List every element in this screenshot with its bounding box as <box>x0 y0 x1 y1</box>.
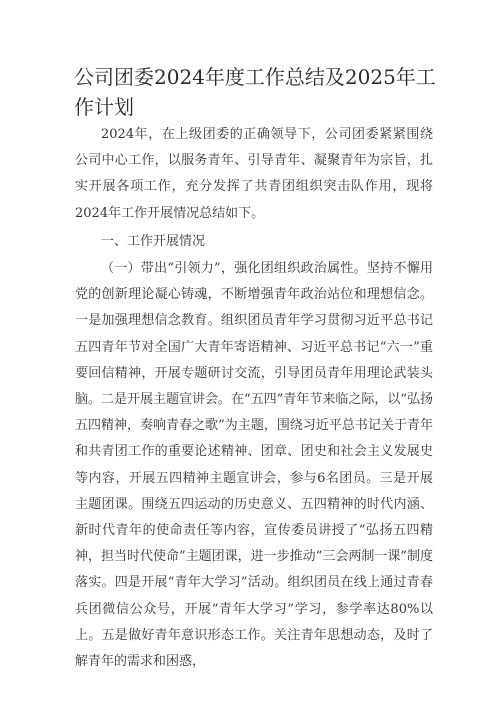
section-heading: 一、工作开展情况 <box>101 234 206 249</box>
section-paragraph: （一）带出“引领力”，强化团组织政治属性。坚持不懈用党的创新理论凝心铸魂，不断增强青年政治站位和理想信念。一是加强理想信念教育。组织团员青年学习贯彻习近平总书记五四青年节对全国广大青年寄语精神、习近平总书记“六一”重要回信精神，开展专题研讨交流，引导团员青年用理论武装头脑。二是开展主题宣讲会。在“五四”青年节来临之际，以“弘扬五四精神，奏响青春之歌”为主题，围绕习近平总书记关于青年和共青团工作的重要论述精神、团章、团史和社会主义发展史等内容，开展五四精神主题宣讲会，参与6名团员。三是开展主题团课。围绕五四运动的历史意义、五四精神的时代内涵、新时代青年的使命责任等内容，宣传委员讲授了“弘扬五四精神，担当时代使命”主题团课，进一步推动“三会两制一课”制度落实。四是开展“青年大学习”活动。组织团员在线上通过青春兵团微信公众号，开展“青年大学习”学习，参学率达80%以上。五是做好青年意识形态工作。关注青年思想动态，及时了解青年的需求和困惑， <box>75 261 433 670</box>
intro-paragraph: 2024年，在上级团委的正确领导下，公司团委紧紧围绕公司中心工作，以服务青年、引导青年、凝聚青年为宗旨，扎实开展各项工作，充分发挥了共青团组织突击队作用，现将2024年工作开展情况总结如下。 <box>75 127 433 221</box>
document-title: 公司团委2024年度工作总结及2025年工作计划 <box>74 65 436 119</box>
